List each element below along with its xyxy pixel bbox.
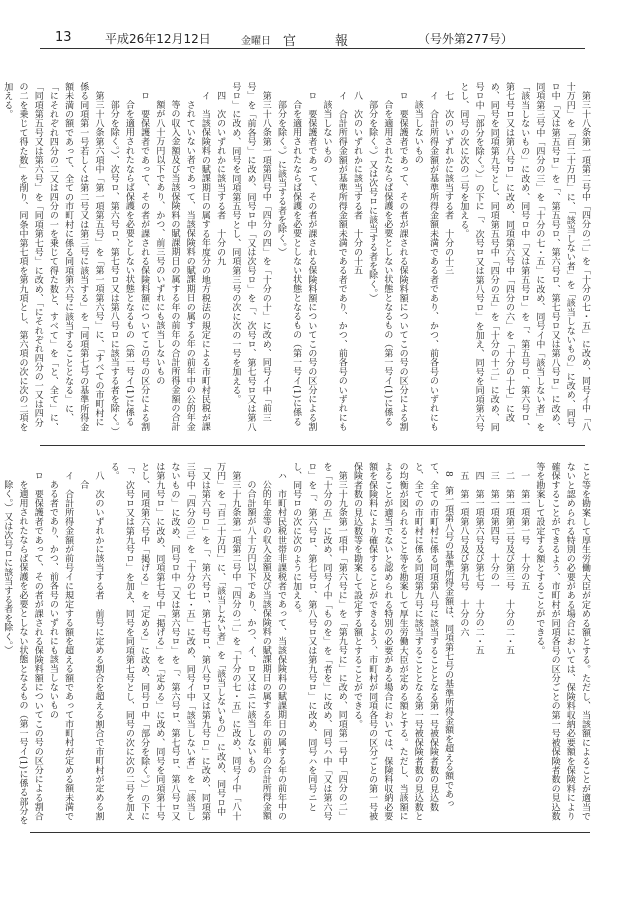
gazette-title-kan: 官	[283, 34, 297, 49]
list-item: ロ 要保護者であって、その者が課される保険料額についてこの号の区分による割合を適用されたならば保護を必要としない状態となるもの（第一号イ(1)に係る部分を除く。）又は次号ロに該当する者を除く。）	[2, 471, 43, 825]
list-item: 三 第一項第四号 十分の一	[488, 471, 499, 591]
list-item: イ 合計所得金額が前号イに規定する額を超える額であって市町村が定める額未満である者であり、かつ、前各号のいずれにも該当しないもの	[47, 471, 74, 821]
paragraph: 第三十九条第一項第二号中「四分の二」を「十分の七・五」に改め、同号イ中「八十万円」を「百二十万円」に、「該当しない者」を「該当しないもの」に改め、同号ロ中「又は第六号ロ」を「、第六号ロ、第七号ロ、第八号ロ又は第九号ロ」に改め、同項第三号中「四分の三」を「十分の七・五」に改め、同号イ中「該当しない者」を「該当しないもの」に改め、同号ロ中「又は第六号ロ」を「、第六号ロ、第七号ロ、第八号ロ又は第九号ロ」に改め、同項第七号中「掲げる」を「定める」に改め、同号を同項第十号とし、同項第六号中「掲げる」を「定める」に改め、同号ロ中「部分を除く。）」の下に「、次号ロ又は第九号ロ」を加え、同号を同項第七号とし、同号の次に次の二号を加える。	[108, 462, 241, 821]
list-item: ハ 市町村民税世帯非課税者であって、当該保険料の賦課期日の属する年の前年中の公的年金等の収入金額及び当該保険料の賦課期日の属する年の前年の合計所得金額の合計額が八十万円以下であり、かつ、イ、ロ又はニに該当しないもの	[245, 471, 286, 821]
list-item: 五 第一項第八号及び第九号 十分の六	[458, 471, 469, 637]
page-number: 13	[55, 30, 72, 45]
gazette-title-po: 報	[335, 34, 349, 49]
paragraph: 第三十九条第一項中「第六号に」を「第九号に」に改め、同項第一号中「四分の二」を「十分の五」に改め、同号イ中「ものを」を「者を」に改め、同号ハ中「又は第六号ロ」を「、第六号ロ、第七号ロ、第八号ロ又は第九号ロ」に改め、同号ハを同号ニとし、同号ロの次に次のように加える。	[291, 462, 347, 821]
weekday: 金曜日	[241, 36, 271, 47]
list-item: 二 第一項第二号及び第三号 十分の二・五	[503, 471, 514, 655]
list-item: イ 当該保険料の賦課期日の属する年度分の地方税法の規定による市町村民税が課されていない者であって、当該保険料の賦課期日の属する年の前年中の公的年金等の収入金額及び当該保険料の賦課期日の属する年の前年の合計所得金額の合計額が八十万円以下であり、かつ、前三号のいずれにも該当しないもの	[154, 91, 210, 432]
issue-number: （号外第277号）	[418, 32, 513, 46]
paragraph: 第三十八条第六項中「第一項第五号」を「第一項第六号」に、「すべての市町村に係る同項第一号若しくは第二号又は第三号に該当する」を「同項第七号の基準所得金額未満の額であって、全ての市町村に係る同項第六号に該当することとなる」に、「にそれぞれ四分の二又は四分の一を乗じて得た数と、すべて」を「と、全て」に、「同項第五号又は第六号」を「同項第七号」に改め、「にそれぞれ四分の一又は四分の二を乗じて得た数」を削り、同条中第七項を第九項とし、第六項の次に次の二項を加える。	[2, 82, 104, 432]
issue-date: 平成26年12月12日	[105, 32, 211, 46]
upper-text-block	[2, 82, 592, 437]
list-item: ロ 要保護者であって、その者が課される保険料額についてこの号の区分による割合を適用されたならば保護を必要としない状態となるもの（第一号イ(1)に係る部分を除く。）、次号ロ、第六号ロ、第七号ロ又は第八号ロに該当する者を除く。）	[108, 91, 150, 437]
list-item: 四 第一項第六号及び第七号 十分の二・五	[473, 471, 484, 655]
list-item: ロ 要保護者であって、その者が課される保険料額についてこの号の区分による割合を適用されたならば保護を必要としない状態となるもの（第一号イ(1)に係る部分を除く。）に該当する者を除く。）	[275, 91, 317, 432]
list-item: イ 合計所得金額が基準所得金額未満である者であり、かつ、前各号のいずれにも該当しないもの	[412, 91, 438, 432]
page-header	[45, 30, 585, 49]
paragraph: 8 第一項第八号の基準所得金額は、同項第七号の基準所得金額を超える額であって、全ての市町村に係る同項第八号に該当することとなる第一号被保険者数の見込数と、全ての市町村に係る同項第九号に該当することとなる第一号被保険者数の見込数との均衡が図られること等を勘案して厚生労働大臣が定める額とする。ただし、当該額によることが適当でないと認められる特別の必要がある場合においては、保険料収納必要額を保険料により確保することができるよう、市町村が同項各号の区分ごとの第一号被保険者数の見込数等を勘案して設定する額とすることができる。	[351, 462, 454, 821]
list-item: イ 合計所得金額が基準所得金額未満である者であり、かつ、前各号のいずれにも該当しないもの	[321, 91, 347, 432]
header-rule	[40, 48, 585, 49]
list-item: 一 第一項第一号 十分の五	[519, 471, 530, 591]
list-item: 八 次のいずれかに該当する者 十分の十五	[351, 91, 362, 275]
list-item: 四 次のいずれかに該当する者 十分の九	[215, 91, 226, 266]
paragraph: 第三十八条第一項第四号中「四分の四」を「十分の十」に改め、同号イ中「前三号」を「前各号」に改め、同号ロ中「又は次号ロ」を「、次号ロ、第七号ロ又は第八号ロ」に改め、同号を同項第五号とし、同項第三号の次に次の一号を加える。	[230, 82, 271, 432]
footer-rule	[30, 832, 590, 833]
list-item: 七 次のいずれかに該当する者 十分の十三	[443, 91, 454, 275]
paragraph: こと等を勘案して厚生労働大臣が定める額とする。ただし、当該額によることが適当でないと認められる特別の必要がある場合においては、保険料収納必要額を保険料により確保することができるよう、市町村が同項各号の区分ごとの第一号被保険者数の見込数等を勘案して設定する額とすることができる。	[534, 462, 590, 821]
lower-text-block	[2, 462, 592, 826]
section-divider	[40, 445, 585, 446]
list-item: 八 次のいずれかに該当する者 前号に定める割合を超える割合で市町村が定める割合	[78, 471, 104, 821]
paragraph: 第三十八条第一項第二号中「四分の二」を「十分の七・五」に改め、同号イ中「八十万円」を「百二十万円」に、「該当しない者」を「該当しないもの」に改め、同号ロ中「又は第五号ロ」を「、第五号ロ、第六号ロ、第七号ロ又は第八号ロ」に改め、同項第三号中「四分の三」を「十分の七・五」に改め、同号イ中「該当しない者」を「該当しないもの」に改め、同号ロ中「又は第五号ロ」を「、第五号ロ、第六号ロ、第七号ロ又は第八号ロ」に改め、同項第六号中「四分の六」を「十分の十七」に改め、同号を同項第九号とし、同項第五号中「四分の五」を「十分の十二」に改め、同号ロ中「部分を除く。）」の下に「、次号ロ又は第八号ロ」を加え、同号を同項第六号とし、同号の次に次の二号を加える。	[458, 82, 590, 432]
list-item: ロ 要保護者であって、その者が課される保険料額についてこの号の区分による割合を適用されたならば保護を必要としない状態となるもの（第一号イ(1)に係る部分を除く。）又は次号ロに該当する者を除く。）	[367, 91, 408, 432]
